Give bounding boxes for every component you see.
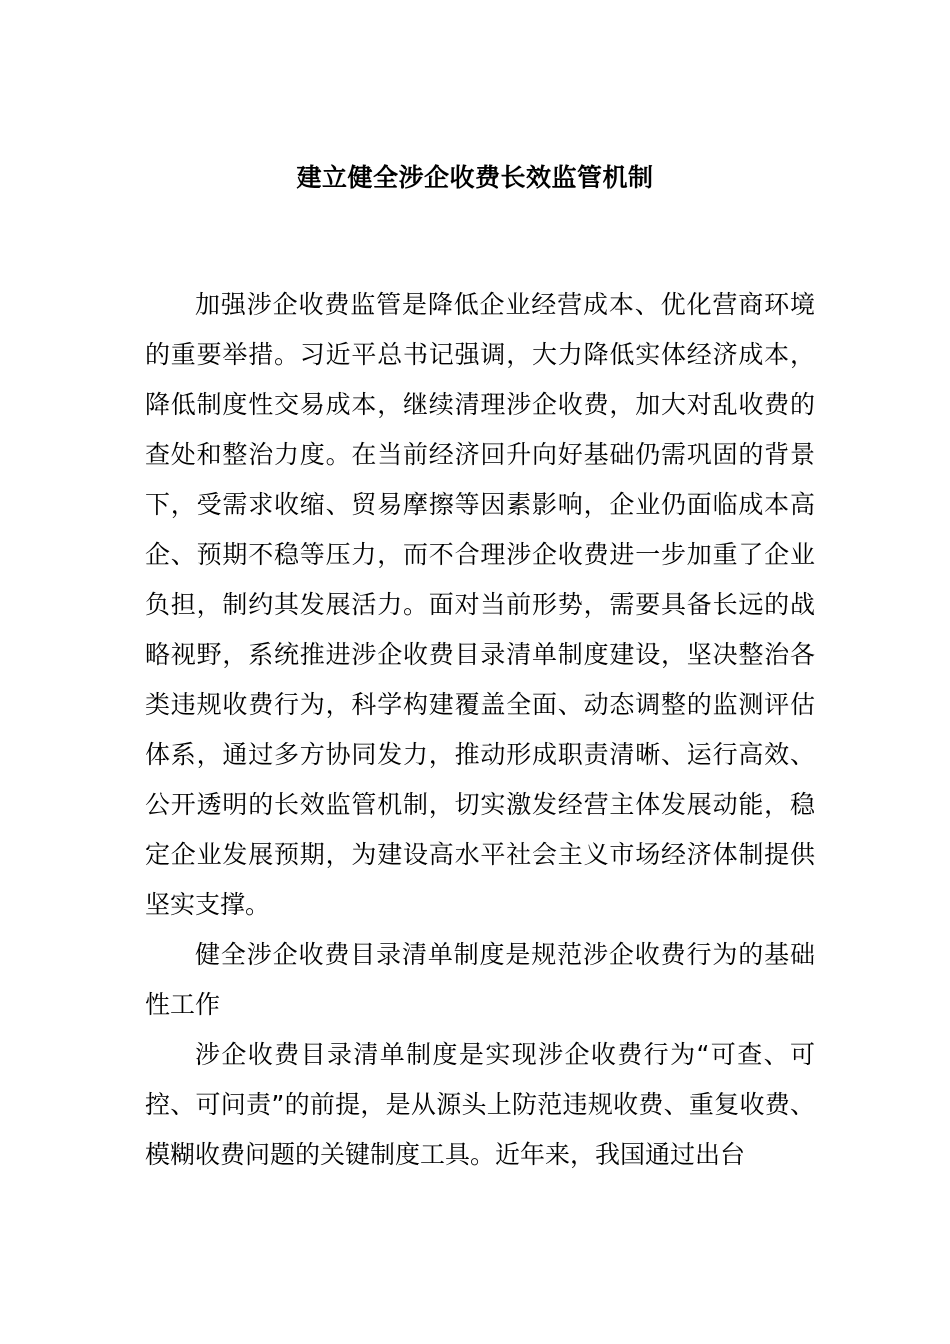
- document-body: [145, 280, 815, 1180]
- paragraph-intro: 加强涉企收费监管是降低企业经营成本、优化营商环境的重要举措。习近平总书记强调，大力降低实体经济成本，降低制度性交易成本，继续清理涉企收费，加大对乱收费的查处和整治力度。在当前经济回升向好基础仍需巩固的背景下，受需求收缩、贸易摩擦等因素影响，企业仍面临成本高企、预期不稳等压力，而不合理涉企收费进一步加重了企业负担，制约其发展活力。面对当前形势，需要具备长远的战略视野，系统推进涉企收费目录清单制度建设，坚决整治各类违规收费行为，科学构建覆盖全面、动态调整的监测评估体系，通过多方协同发力，推动形成职责清晰、运行高效、公开透明的长效监管机制，切实激发经营主体发展动能，稳定企业发展预期，为建设高水平社会主义市场经济体制提供坚实支撑。: [145, 290, 815, 919]
- paragraph-section-heading: 健全涉企收费目录清单制度是规范涉企收费行为的基础性工作: [145, 940, 815, 1019]
- paragraph-catalog: 涉企收费目录清单制度是实现涉企收费行为“可查、可控、可问责”的前提，是从源头上防范违规收费、重复收费、模糊收费问题的关键制度工具。近年来，我国通过出台: [145, 1040, 815, 1169]
- document-title: 建立健全涉企收费长效监管机制: [296, 163, 654, 192]
